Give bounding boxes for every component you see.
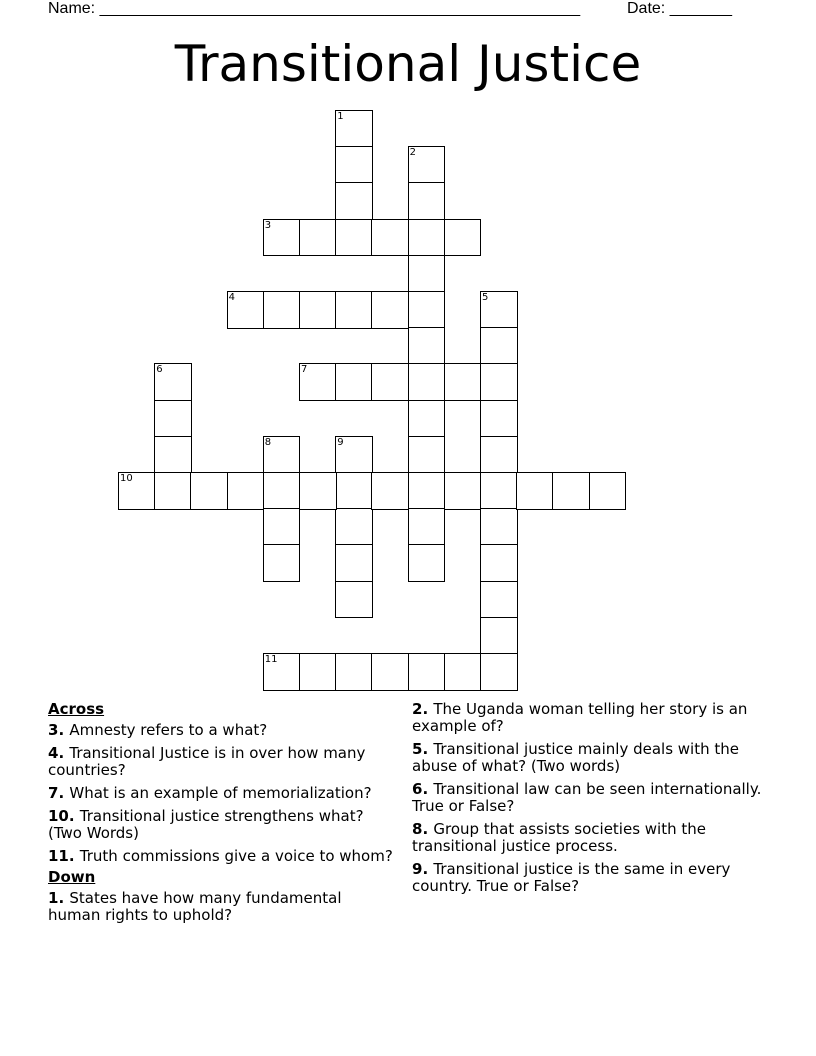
grid-cell[interactable] [552,472,590,510]
grid-cell[interactable] [335,472,373,510]
clue-text: Group that assists societies with the transitional justice process. [412,820,706,855]
grid-cell[interactable] [408,472,446,510]
clues-right-column [412,701,762,901]
grid-cell[interactable] [480,472,518,510]
clue-text: Truth commissions give a voice to whom? [79,847,393,865]
clue-number-label: 2 [412,700,423,718]
clue-number-label: 9 [412,860,423,878]
grid-cell[interactable] [408,508,446,546]
grid-cell[interactable] [480,327,518,365]
grid-cell[interactable] [335,219,373,257]
grid-cell[interactable] [408,400,446,438]
grid-cell[interactable] [408,327,446,365]
grid-cell[interactable] [227,291,265,329]
grid-cell[interactable] [480,400,518,438]
clue-number: 8 [264,436,272,448]
grid-cell[interactable] [335,436,373,474]
grid-cell[interactable] [299,219,337,257]
clue-number: 9 [337,436,344,448]
grid-cell[interactable] [408,255,446,293]
grid-cell[interactable] [480,508,518,546]
grid-cell[interactable] [480,363,518,401]
clue-number: 4 [228,292,235,303]
grid-cell[interactable] [408,363,446,401]
grid-cell[interactable] [190,472,228,510]
grid-cell[interactable] [444,472,482,510]
grid-cell[interactable] [263,544,301,582]
grid-cell[interactable] [299,472,337,510]
grid-cell[interactable] [480,581,518,619]
clue-number-label: 1 [48,889,59,907]
grid-cell[interactable] [408,544,446,582]
grid-cell[interactable] [299,291,337,329]
clue-item: 10. Transitional justice strengthens what? (Two Words) [48,807,364,842]
grid-cell[interactable] [408,146,446,184]
clue-item: 2. The Uganda woman telling her story is an example of? [412,700,748,735]
grid-cell[interactable] [227,472,265,510]
clue-number: 2 [409,147,416,159]
date-line: Date: _______ [627,0,732,17]
across-clue-list [48,722,398,865]
clue-item: 3. Amnesty refers to a what? [48,721,268,739]
clue-item: 5. Transitional justice mainly deals with the abuse of what? (Two words) [412,740,739,775]
clue-text: Transitional justice is the same in every country. True or False? [412,860,731,895]
grid-cell[interactable] [335,110,373,148]
grid-cell[interactable] [335,581,373,619]
clue-number: 7 [301,364,308,376]
grid-cell[interactable] [154,363,192,401]
clue-text: Transitional law can be seen internationally. True or False? [412,780,762,815]
down-clue-list-left [48,890,398,924]
grid-cell[interactable] [408,182,446,220]
grid-cell[interactable] [371,291,409,329]
clue-number-label: 11 [48,847,69,865]
clue-text: What is an example of memorialization? [69,784,372,802]
grid-cell[interactable] [335,508,373,546]
clue-number-label: 3 [48,721,59,739]
clue-item: 8. Group that assists societies with the transitional justice process. [412,820,706,855]
grid-cell[interactable] [335,182,373,220]
clue-number: 1 [337,111,344,122]
grid-cell[interactable] [444,363,482,401]
grid-cell[interactable] [480,653,518,691]
down-heading: Down [48,868,96,886]
grid-cell[interactable] [118,472,156,510]
clue-number: 11 [264,654,278,665]
grid-cell[interactable] [444,653,482,691]
page-title: Transitional Justice [174,35,642,93]
clue-item: 1. States have how many fundamental human rights to uphold? [48,889,342,924]
grid-cell[interactable] [408,436,446,474]
grid-cell[interactable] [516,472,554,510]
clue-text: Transitional justice mainly deals with the abuse of what? (Two words) [412,740,739,775]
grid-cell[interactable] [589,472,627,510]
clue-number-label: 5 [412,740,423,758]
clue-text: States have how many fundamental human rights to uphold? [48,889,342,924]
grid-cell[interactable] [371,363,409,401]
grid-cell[interactable] [263,508,301,546]
grid-cell[interactable] [480,617,518,655]
clue-number-label: 8 [412,820,423,838]
clue-item: 7. What is an example of memorialization? [48,784,372,802]
grid-cell[interactable] [335,291,373,329]
clue-item: 6. Transitional law can be seen internationally. True or False? [412,780,762,815]
across-heading: Across [48,700,105,718]
grid-cell[interactable] [263,219,301,257]
grid-cell[interactable] [154,472,192,510]
clue-text: Transitional Justice is in over how many countries? [48,744,366,779]
clue-number: 6 [156,364,163,376]
grid-cell[interactable] [299,653,337,691]
clue-item: 9. Transitional justice is the same in every country. True or False? [412,860,731,895]
clue-number: 10 [120,473,133,484]
grid-cell[interactable] [263,291,301,329]
grid-cell[interactable] [263,472,301,510]
down-clue-list-right [412,701,762,895]
grid-cell[interactable] [263,436,301,474]
grid-cell[interactable] [263,653,301,691]
clue-item: 4. Transitional Justice is in over how many countries? [48,744,366,779]
grid-cell[interactable] [371,219,409,257]
clue-text: The Uganda woman telling her story is an example of? [412,700,748,735]
grid-cell[interactable] [335,363,373,401]
name-line: Name: ______________________________________________________ [48,0,581,17]
grid-cell[interactable] [335,544,373,582]
clue-item: 11. Truth commissions give a voice to whom? [48,847,393,865]
clue-number-label: 10 [48,807,69,825]
grid-cell[interactable] [444,219,482,257]
clue-text: Amnesty refers to a what? [69,721,268,739]
clue-number-label: 4 [48,744,59,762]
clue-number-label: 7 [48,784,59,802]
clue-number: 5 [482,292,489,303]
grid-cell[interactable] [371,472,409,510]
grid-cell[interactable] [480,544,518,582]
grid-cell[interactable] [480,291,518,329]
clues-left-column [48,701,398,930]
grid-cell[interactable] [154,400,192,438]
grid-cell[interactable] [299,363,337,401]
grid-cell[interactable] [371,653,409,691]
grid-cell[interactable] [335,146,373,184]
clue-number-label: 6 [412,780,423,798]
grid-cell[interactable] [408,291,446,329]
grid-cell[interactable] [480,436,518,474]
grid-cell[interactable] [335,653,373,691]
clue-text: Transitional justice strengthens what? (Two Words) [48,807,364,842]
grid-cell[interactable] [154,436,192,474]
grid-cell[interactable] [408,653,446,691]
grid-cell[interactable] [408,219,446,257]
clue-number: 3 [264,219,272,231]
